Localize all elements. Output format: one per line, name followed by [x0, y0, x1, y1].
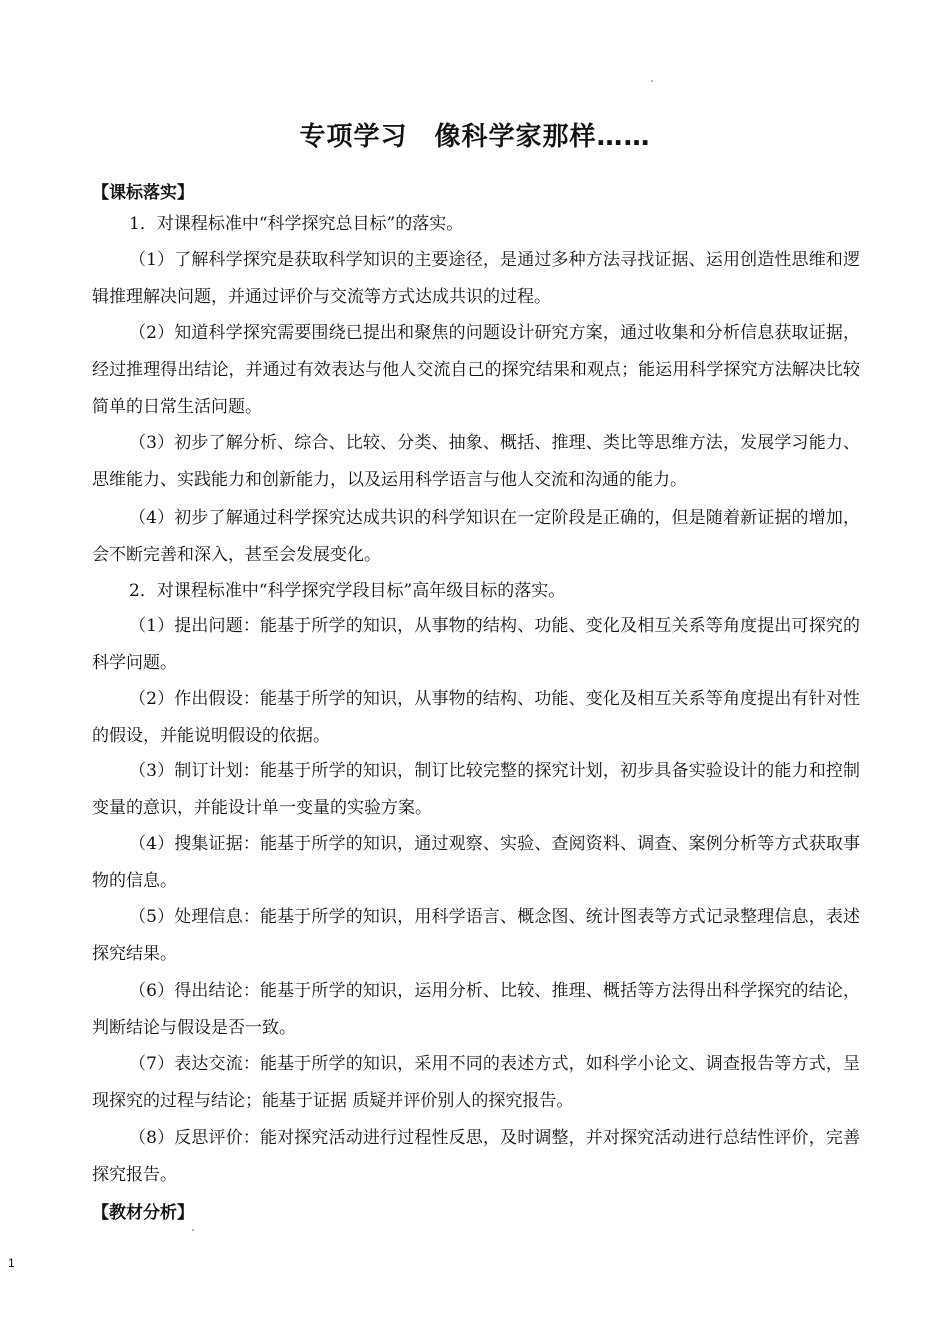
paragraph-11: （5）处理信息：能基于所学的知识，用科学语言、概念图、统计图表等方式记录整理信息，表述探究结果。: [92, 907, 860, 964]
paragraph-5: （4）初步了解通过科学探究达成共识的科学知识在一定阶段是正确的，但是随着新证据的增加，会不断完善和深入，甚至会发展变化。: [92, 508, 860, 565]
paragraph-2: （1）了解科学探究是获取科学知识的主要途径，是通过多种方法寻找证据、运用创造性思维和逻辑推理解决问题，并通过评价与交流等方式达成共识的过程。: [92, 250, 860, 307]
paragraph-8: （2）作出假设：能基于所学的知识，从事物的结构、功能、变化及相互关系等角度提出有针对性的假设，并能说明假设的依据。: [92, 689, 860, 746]
paragraph-14: （8）反思评价：能对探究活动进行过程性反思，及时调整，并对探究活动进行总结性评价，完善探究报告。: [92, 1128, 860, 1185]
page-number: 1: [8, 1256, 15, 1270]
paragraph-6: 2．对课程标准中“科学探究学段目标”高年级目标的落实。: [129, 581, 566, 601]
paragraph-13: （7）表达交流：能基于所学的知识，采用不同的表述方式，如科学小论文、调查报告等方式，呈现探究的过程与结论；能基于证据 质疑并评价别人的探究报告。: [92, 1054, 860, 1111]
paragraph-10: （4）搜集证据：能基于所学的知识，通过观察、实验、查阅资料、调查、案例分析等方式获取事物的信息。: [92, 834, 860, 891]
paragraph-12: （6）得出结论：能基于所学的知识，运用分析、比较、推理、概括等方法得出科学探究的结论，判断结论与假设是否一致。: [92, 981, 860, 1038]
page-title: 专项学习 像科学家那样……: [299, 122, 651, 152]
paragraph-9: （3）制订计划：能基于所学的知识，制订比较完整的探究计划，初步具备实验设计的能力和控制变量的意识，并能设计单一变量的实验方案。: [92, 761, 860, 818]
scan-speck: [651, 80, 653, 82]
scan-speck: [192, 1229, 194, 1231]
paragraph-7: （1）提出问题：能基于所学的知识，从事物的结构、功能、变化及相互关系等角度提出可探究的科学问题。: [92, 616, 860, 673]
paragraph-3: （2）知道科学探究需要围绕已提出和聚焦的问题设计研究方案，通过收集和分析信息获取证据，经过推理得出结论，并通过有效表达与他人交流自己的探究结果和观点；能运用科学探究方法解决比较简单的日常生活问题。: [92, 323, 860, 417]
section-heading-textbook-analysis: 【教材分析】: [92, 1203, 194, 1223]
paragraph-4: （3）初步了解分析、综合、比较、分类、抽象、概括、推理、类比等思维方法，发展学习能力、思维能力、实践能力和创新能力，以及运用科学语言与他人交流和沟通的能力。: [92, 433, 860, 490]
paragraph-1: 1．对课程标准中“科学探究总目标”的落实。: [129, 214, 464, 234]
section-heading-curriculum: 【课标落实】: [92, 183, 194, 203]
